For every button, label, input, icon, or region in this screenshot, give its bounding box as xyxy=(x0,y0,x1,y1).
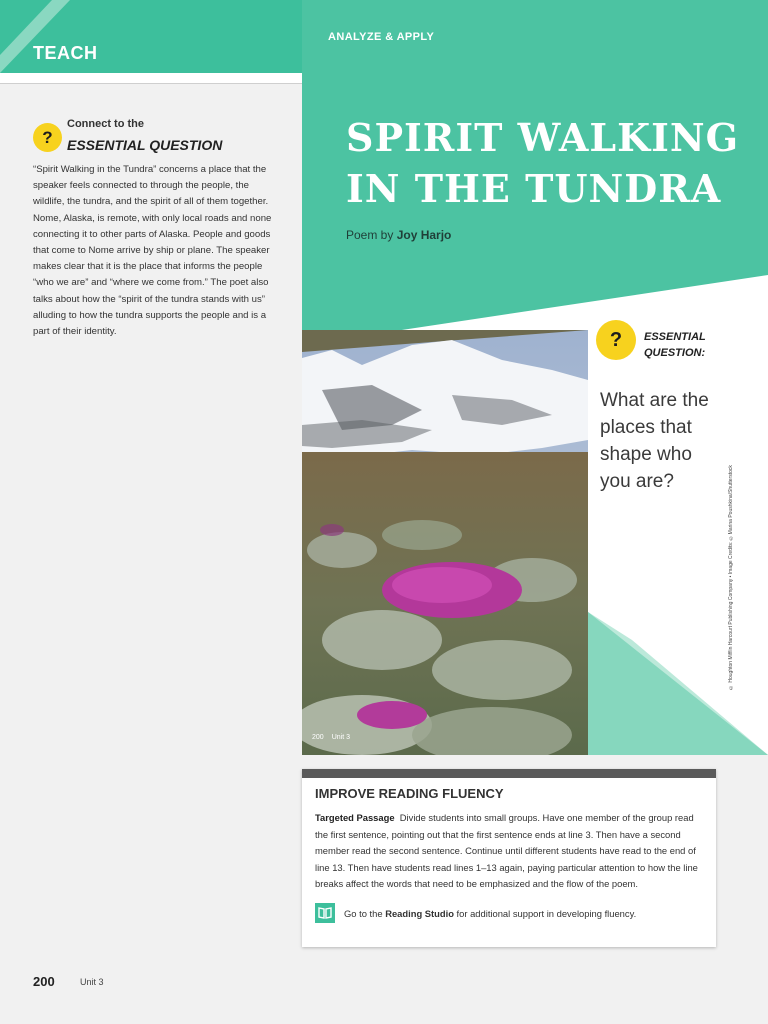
breadcrumb: ANALYZE & APPLY xyxy=(328,31,435,43)
page-title xyxy=(346,112,746,214)
byline-prefix: Poem by xyxy=(346,228,394,242)
unit-label: Unit 3 xyxy=(80,977,104,987)
essential-question-body: “Spirit Walking in the Tundra” concerns a place that the speaker feels connected to through the people, the wildlife, the tundra, and the spirit of all of them together. Nome, Alaska, is remote, with only local roads and none connecting it to other parts of Alaska. People and goods that come to Nome arrive by ship or plane. The speaker makes clear that it is the place that informs the people “who we are” and “where we come from.” The poet also talks about how the “spirit of the tundra stands with us” alluding to how the tundra supports the people and is a part of their identity. xyxy=(33,164,272,338)
essential-question-icon: ? xyxy=(596,320,636,360)
photo-page-number: 200 xyxy=(312,734,324,741)
essential-question-text: What are the places that shape who you are? xyxy=(600,390,709,492)
photo-page-label xyxy=(312,734,358,741)
tundra-landscape-image xyxy=(302,330,588,755)
tundra-photo xyxy=(302,330,588,755)
connect-label: Connect to the xyxy=(67,118,144,130)
teach-header xyxy=(0,0,302,73)
eq-label-line-1: ESSENTIAL xyxy=(644,331,706,343)
essential-question-label xyxy=(644,329,724,361)
studio-prefix: Go to the xyxy=(344,907,383,919)
fluency-top-bar xyxy=(302,769,716,778)
page-number: 200 xyxy=(33,974,55,989)
reading-studio-note xyxy=(315,903,636,923)
poet-name: Joy Harjo xyxy=(396,228,452,242)
photo-unit-label: Unit 3 xyxy=(331,734,350,741)
reading-studio-link[interactable]: Reading Studio xyxy=(385,907,454,919)
section-label: TEACH xyxy=(33,43,98,63)
copyright-notice: © Houghton Mifflin Harcourt Publishing Company • Image Credits: ©Marina Poushkina/Shutterstock xyxy=(728,465,734,690)
targeted-passage-text: Divide students into small groups. Have one member of the group read the first sentence, pointing out that the first sentence ends at line 3. Then have a second member read the second sentence. Continue until different students have read to the end of line 13. Then have students read lines 1–13 again, paying particular attention to how the line breaks affect the words that need to be emphasized and the flow of the poem. xyxy=(315,812,698,890)
studio-suffix: for additional support in developing fluency. xyxy=(456,907,637,919)
essential-question-title: ESSENTIAL QUESTION xyxy=(67,137,223,153)
title-line-2: IN THE TUNDRA xyxy=(346,166,722,211)
targeted-passage-label: Targeted Passage xyxy=(315,812,395,823)
fluency-title: IMPROVE READING FLUENCY xyxy=(315,786,504,801)
fluency-body xyxy=(315,810,705,893)
header-divider-line xyxy=(0,83,302,84)
reading-fluency-box xyxy=(302,769,716,947)
poem-byline xyxy=(346,228,451,242)
header-divider xyxy=(0,73,302,83)
question-icon: ? xyxy=(33,123,62,152)
eq-label-line-2: QUESTION: xyxy=(644,347,706,359)
title-line-1: SPIRIT WALKING xyxy=(346,115,740,160)
book-icon xyxy=(315,903,335,923)
